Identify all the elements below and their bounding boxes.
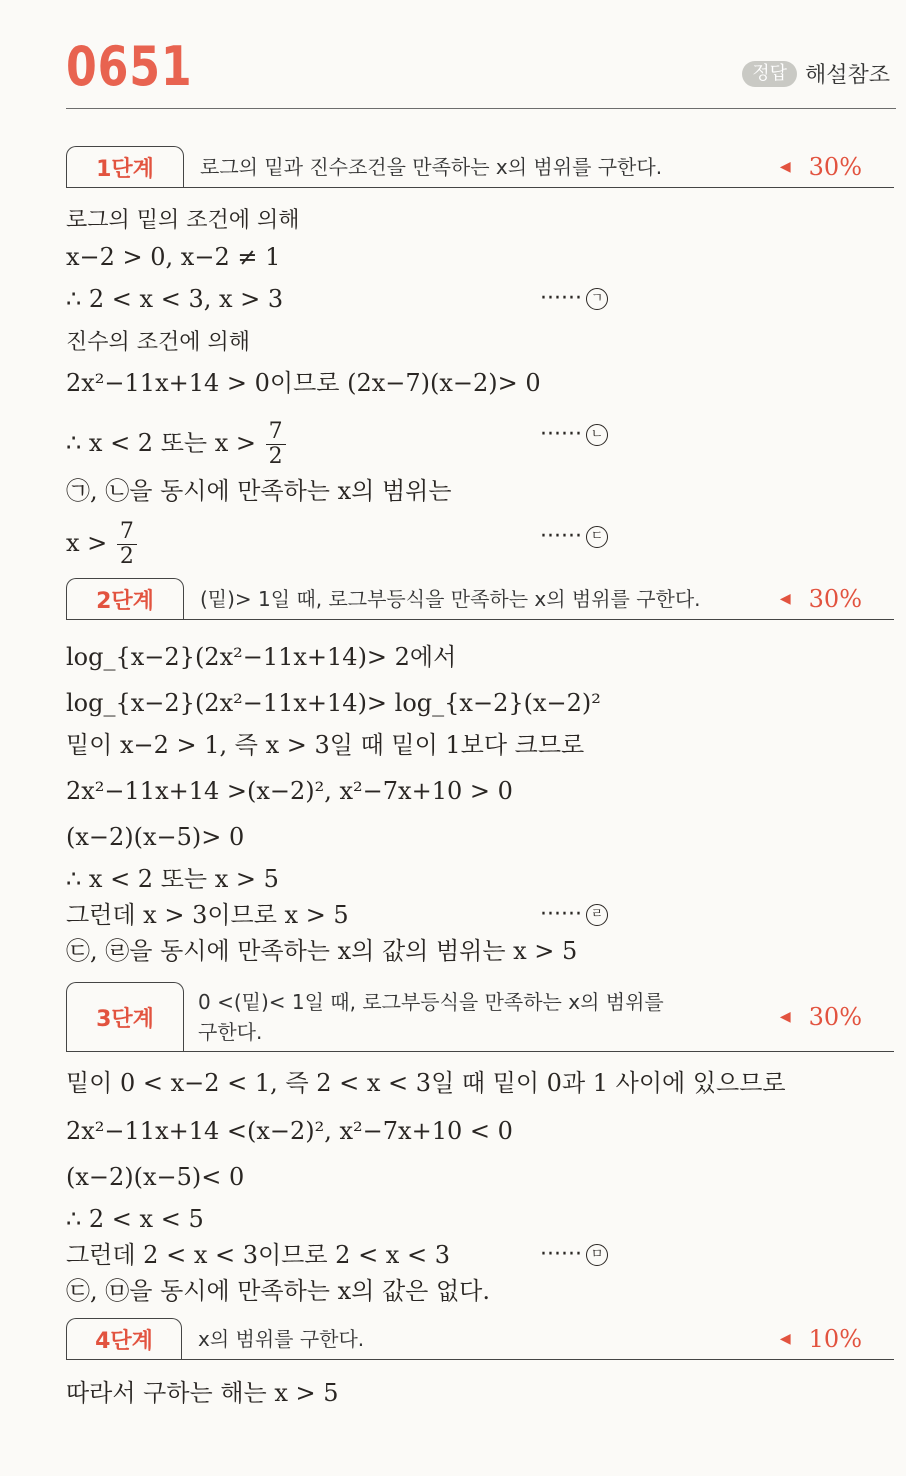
fraction: $\frac{7}{2}$ [266,420,286,469]
step-1-line: 로그의 밑의 조건에 의해 [66,208,300,233]
triangle-left-icon: ◀ [779,591,791,607]
triangle-left-icon: ◀ [779,159,791,175]
answer-text: 해설참조 [804,63,890,88]
step-3-header [66,982,894,1052]
step-4-line: 따라서 구하는 해는 x > 5 [66,1379,339,1407]
step-4-label: 4단계 [66,1318,182,1360]
answer-badge: 정답 [742,61,797,87]
step-3-line: 그런데 2 < x < 3이므로 2 < x < 3 [66,1241,450,1269]
step-1-line: 진수의 조건에 의해 [66,330,251,355]
step-1-rule [66,187,894,188]
step-2-line: ㉢, ㉣을 동시에 만족하는 x의 값의 범위는 x > 5 [66,937,578,965]
step-4-weight: ◀ 10% [779,1325,862,1353]
equation-tag: ······ ㄹ [540,900,608,930]
equation-tag: ······ ㄱ [540,284,608,314]
circled-label-2: ㄴ [586,424,608,446]
step-1-header [66,146,894,188]
step-2-line: (x−2)(x−5)> 0 [66,823,245,851]
step-2-line: 밑이 x−2 > 1, 즉 x > 3일 때 밑이 1보다 크므로 [66,731,585,759]
step-3-label: 3단계 [66,982,184,1052]
problem-number: 0651 [66,35,193,98]
step-4-rule [66,1359,894,1360]
step-2-line: log_{x−2}(2x²−11x+14)> 2에서 [66,643,457,671]
step-2-label: 2단계 [66,578,184,620]
step-2-line: log_{x−2}(2x²−11x+14)> log_{x−2}(x−2)² [66,689,601,717]
step-2-description: (밑)> 1일 때, 로그부등식을 만족하는 x의 범위를 구한다. [200,587,701,611]
equation-tag: ······ ㄴ [540,420,608,450]
step-3-rule [66,1051,894,1052]
step-1-line: ∴ 2 < x < 3, x > 3 [66,285,284,313]
step-2-line: 2x²−11x+14 >(x−2)², x²−7x+10 > 0 [66,777,513,805]
step-3-line: (x−2)(x−5)< 0 [66,1163,245,1191]
circled-label-5: ㅁ [586,1244,608,1266]
step-2-weight: ◀ 30% [779,585,862,613]
step-1-line: x−2 > 0, x−2 ≠ 1 [66,243,281,271]
triangle-left-icon: ◀ [779,1331,791,1347]
fraction: $\frac{7}{2}$ [117,520,137,569]
step-3-line: 2x²−11x+14 <(x−2)², x²−7x+10 < 0 [66,1117,513,1145]
step-1-description: 로그의 밑과 진수조건을 만족하는 x의 범위를 구한다. [200,155,663,179]
step-1-label: 1단계 [66,146,184,188]
circled-label-4: ㄹ [586,904,608,926]
step-1-line: x > $\frac{7}{2}$ [66,520,139,569]
equation-tag: ······ ㅁ [540,1240,608,1270]
step-3-line: ∴ 2 < x < 5 [66,1205,204,1233]
circled-label-3: ㄷ [586,526,608,548]
triangle-left-icon: ◀ [779,1009,791,1025]
circled-label-1: ㄱ [586,288,608,310]
step-1-line: 2x²−11x+14 > 0이므로 (2x−7)(x−2)> 0 [66,369,541,397]
answer-reference [742,58,890,89]
step-3-description: 0 <(밑)< 1일 때, 로그부등식을 만족하는 x의 범위를 구한다. [198,990,664,1044]
step-2-line: 그런데 x > 3이므로 x > 5 [66,901,349,929]
step-3-line: ㉢, ㉤을 동시에 만족하는 x의 값은 없다. [66,1277,490,1305]
step-2-line: ∴ x < 2 또는 x > 5 [66,865,279,893]
step-2-header [66,578,894,620]
step-3-weight: ◀ 30% [779,1003,862,1031]
step-3-line: 밑이 0 < x−2 < 1, 즉 2 < x < 3일 때 밑이 0과 1 사이에 있으므로 [66,1069,786,1097]
step-1-line: ∴ x < 2 또는 x > $\frac{7}{2}$ [66,420,288,469]
step-1-weight: ◀ 30% [779,153,862,181]
step-2-rule [66,619,894,620]
step-1-line: ㉠, ㉡을 동시에 만족하는 x의 범위는 [66,477,452,505]
equation-tag: ······ ㄷ [540,522,608,552]
step-4-description: x의 범위를 구한다. [198,1327,365,1351]
step-4-header [66,1318,894,1360]
header-divider [66,108,896,109]
